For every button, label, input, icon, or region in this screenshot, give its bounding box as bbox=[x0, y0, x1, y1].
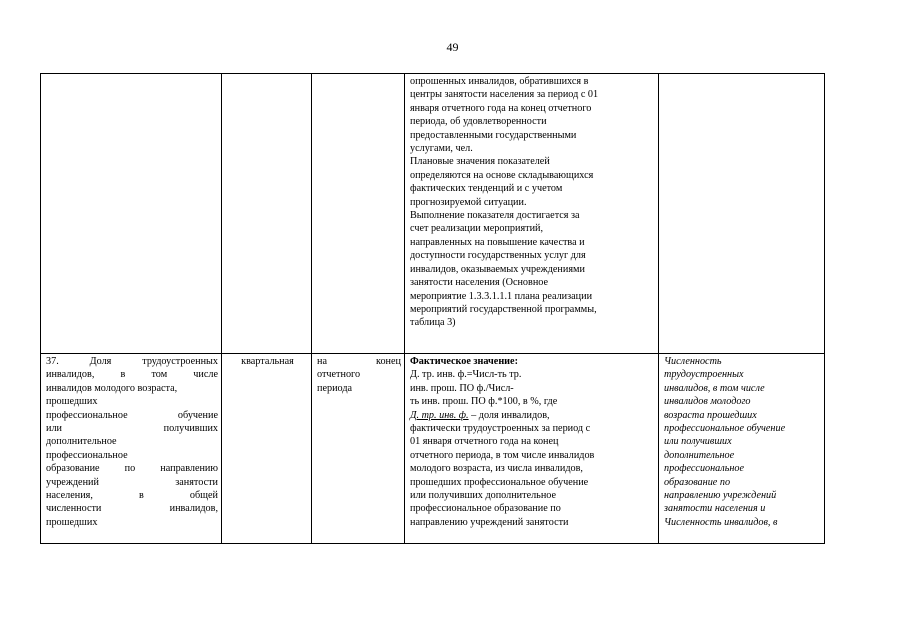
text-line: трудоустроенных bbox=[664, 369, 744, 381]
text-line: центры занятости населения за период с 01 bbox=[410, 89, 599, 101]
text-line: отчетного периода, в том числе инвалидов bbox=[410, 449, 595, 461]
text-line: мероприятие 1.3.3.1.1.1 плана реализации bbox=[410, 290, 593, 302]
text-line: Численность bbox=[664, 356, 722, 367]
text-line: прогнозируемой ситуации. bbox=[410, 196, 527, 208]
text-line: или получивших дополнительное bbox=[410, 490, 557, 502]
text-line: на конец bbox=[317, 356, 401, 367]
text-line: прошедших bbox=[46, 396, 98, 408]
text-line: периода, об удовлетворенности bbox=[410, 116, 547, 128]
text-line: 01 января отчетного года на конец bbox=[410, 436, 559, 448]
data-source-cell bbox=[659, 74, 825, 354]
text-line: учреждений занятости bbox=[46, 476, 218, 488]
text-line: профессиональное bbox=[664, 463, 745, 475]
formula-line: Д. тр. инв. ф.=Числ-ть тр. bbox=[410, 369, 522, 381]
text-line: периода bbox=[317, 382, 353, 394]
text-line: профессиональное обучение bbox=[664, 423, 786, 435]
methodology-cell bbox=[405, 74, 659, 354]
text-line: инвалидов молодого bbox=[664, 396, 751, 408]
text-line: профессиональное обучение bbox=[46, 409, 218, 421]
term-definition-line bbox=[410, 409, 655, 422]
text-line: 37. Доля трудоустроенных bbox=[46, 356, 218, 367]
frequency-cell bbox=[222, 354, 312, 544]
text-line: инвалидов молодого возраста, bbox=[46, 382, 178, 394]
text-line: счет реализации мероприятий, bbox=[410, 223, 544, 235]
frequency-cell bbox=[222, 74, 312, 354]
text-line: таблица 3) bbox=[410, 317, 456, 329]
table-row bbox=[41, 354, 825, 544]
frequency-value: квартальная bbox=[241, 356, 294, 367]
formula-line: инв. прош. ПО ф./Числ- bbox=[410, 382, 514, 394]
formula-line: ть инв. прош. ПО ф.*100, в %, где bbox=[410, 396, 558, 408]
text-line: направленных на повышение качества и bbox=[410, 236, 585, 248]
text-line: населения, в общей bbox=[46, 490, 218, 502]
text-line: возраста прошедших bbox=[664, 409, 757, 421]
term: Д. тр. инв. ф. bbox=[410, 409, 469, 421]
table-row bbox=[41, 74, 825, 354]
section-heading: Фактическое значение: bbox=[410, 356, 518, 367]
period-cell bbox=[312, 354, 405, 544]
text-line: опрошенных инвалидов, обратившихся в bbox=[410, 76, 589, 87]
text-line: прошедших профессиональное обучение bbox=[410, 476, 589, 488]
text-line: занятости населения (Основное bbox=[410, 277, 549, 289]
text-line: образование по bbox=[664, 476, 731, 488]
text-line: фактически трудоустроенных за период с bbox=[410, 423, 591, 435]
methodology-cell bbox=[405, 354, 659, 544]
text-line: инвалидов, оказываемых учреждениями bbox=[410, 263, 585, 275]
text-line: фактических тенденций и с учетом bbox=[410, 183, 563, 195]
page-number: 49 bbox=[446, 40, 459, 54]
indicator-name-cell bbox=[41, 354, 222, 544]
text-line: профессиональное bbox=[46, 449, 128, 461]
text-line: профессиональное образование по bbox=[410, 503, 561, 515]
text-line: занятости населения и bbox=[664, 503, 766, 515]
text-line: прошедших bbox=[46, 516, 98, 528]
text-line: численности инвалидов, bbox=[46, 503, 218, 515]
indicators-table bbox=[40, 73, 825, 544]
text-line: инвалидов, в том числе bbox=[46, 369, 218, 381]
text-line: января отчетного года на конец отчетного bbox=[410, 102, 592, 114]
text-line: молодого возраста, из числа инвалидов, bbox=[410, 463, 583, 475]
text-line: предоставленными государственными bbox=[410, 129, 577, 141]
period-cell bbox=[312, 74, 405, 354]
indicator-name-cell bbox=[41, 74, 222, 354]
text-line: услугами, чел. bbox=[410, 143, 473, 155]
text-line: или получивших bbox=[46, 423, 218, 435]
text-line: дополнительное bbox=[46, 436, 117, 448]
text-line: определяются на основе складывающихся bbox=[410, 169, 594, 181]
text-line: или получивших bbox=[664, 436, 732, 448]
text-line: направлению учреждений занятости bbox=[410, 516, 569, 528]
data-source-cell bbox=[659, 354, 825, 544]
text-line: Выполнение показателя достигается за bbox=[410, 210, 580, 222]
text-line: отчетного bbox=[317, 369, 361, 381]
text-line: дополнительное bbox=[664, 449, 735, 461]
text-line: Плановые значения показателей bbox=[410, 156, 550, 168]
text-line: инвалидов, в том числе bbox=[664, 382, 765, 394]
text-line: направлению учреждений bbox=[664, 490, 777, 502]
text-line: образование по направлению bbox=[46, 463, 218, 475]
term-description: – доля инвалидов, bbox=[468, 409, 550, 421]
text-line: мероприятий государственной программы, bbox=[410, 303, 597, 315]
text-line: Численность инвалидов, в bbox=[664, 516, 778, 528]
text-line: доступности государственных услуг для bbox=[410, 250, 586, 262]
